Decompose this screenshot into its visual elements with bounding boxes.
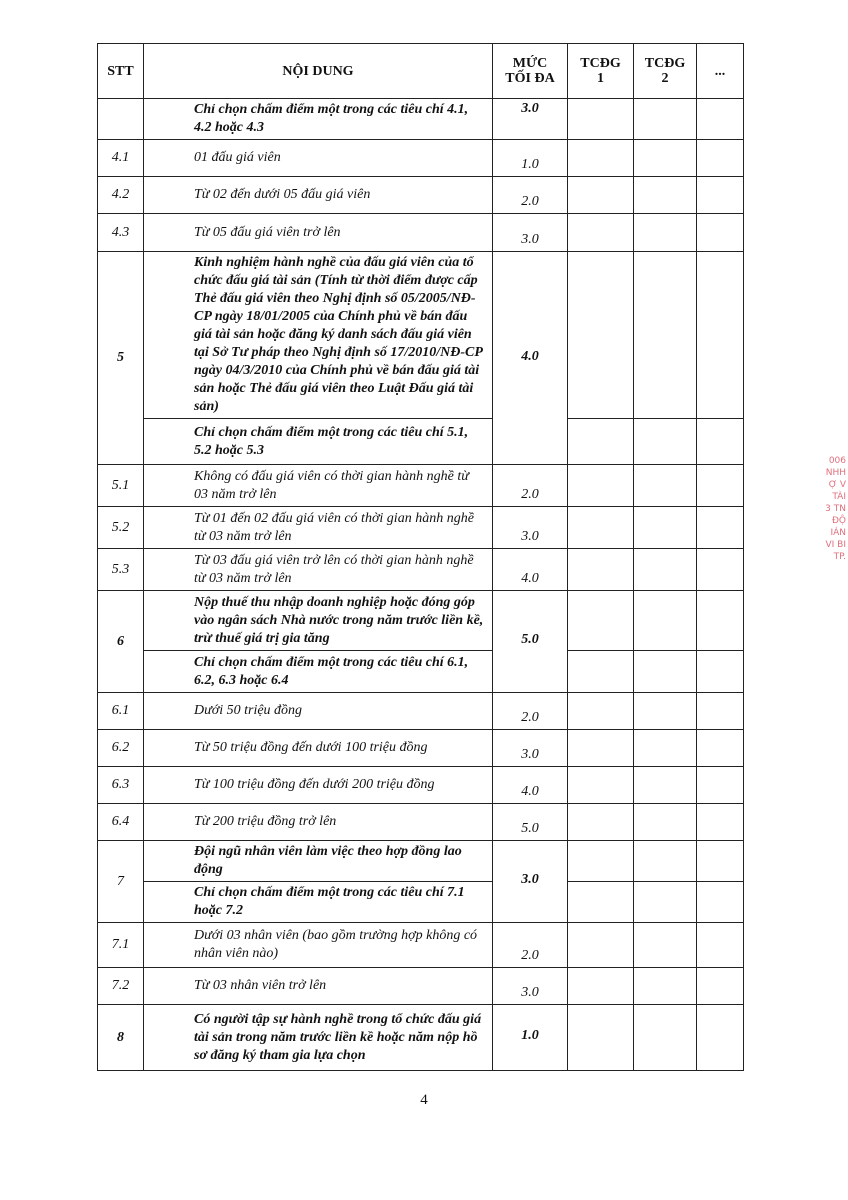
- row-stt: 5.2: [98, 507, 144, 549]
- score-cell-tcdg-2[interactable]: [634, 549, 697, 591]
- score-cell-tcdg-2[interactable]: [634, 177, 697, 214]
- row-max-score: 3.0: [493, 507, 568, 549]
- table-row: [98, 651, 744, 693]
- score-cell-tcdg-1[interactable]: [568, 99, 634, 140]
- score-cell-tcdg-2[interactable]: [634, 730, 697, 767]
- table-row: [98, 99, 744, 140]
- scoring-table: [97, 43, 744, 1071]
- row-max-score: 3.0: [493, 968, 568, 1005]
- table-row: [98, 1005, 744, 1071]
- score-cell-more[interactable]: [697, 804, 744, 841]
- stamp-fragment: Ợ V: [828, 480, 846, 490]
- stamp-fragment: 3 TN: [825, 504, 846, 514]
- row-content: Từ 200 triệu đồng trở lên: [144, 804, 493, 841]
- row-content: Từ 05 đấu giá viên trở lên: [144, 214, 493, 252]
- row-content: Có người tập sự hành nghề trong tổ chức đấu giá tài sản trong năm trước liền kề hoặc năm nộp hồ sơ đăng ký tham gia lựa chọn: [144, 1005, 493, 1071]
- score-cell-more[interactable]: [697, 651, 744, 693]
- score-cell-more[interactable]: [697, 140, 744, 177]
- row-stt: 5.3: [98, 549, 144, 591]
- row-stt: 6.3: [98, 767, 144, 804]
- stamp-fragment: TP.: [833, 552, 846, 562]
- score-cell-tcdg-2[interactable]: [634, 99, 697, 140]
- row-stt: [98, 99, 144, 140]
- row-max-score: 4.0: [493, 549, 568, 591]
- score-cell-tcdg-2[interactable]: [634, 693, 697, 730]
- row-content: Dưới 50 triệu đồng: [144, 693, 493, 730]
- row-max-score: 2.0: [493, 177, 568, 214]
- score-cell-tcdg-2[interactable]: [634, 804, 697, 841]
- score-cell-tcdg-2[interactable]: [634, 882, 697, 923]
- row-content: Từ 100 triệu đồng đến dưới 200 triệu đồng: [144, 767, 493, 804]
- row-stt: 5: [98, 252, 144, 465]
- row-stt: 7: [98, 841, 144, 923]
- score-cell-tcdg-1[interactable]: [568, 214, 634, 252]
- stamp-fragment: NHH: [825, 468, 846, 478]
- score-cell-more[interactable]: [697, 882, 744, 923]
- score-cell-tcdg-1[interactable]: [568, 465, 634, 507]
- score-cell-tcdg-2[interactable]: [634, 419, 697, 465]
- row-content: Từ 03 nhân viên trở lên: [144, 968, 493, 1005]
- stamp-fragment: TÀI: [832, 492, 846, 502]
- red-stamp-edge: [818, 455, 846, 610]
- score-cell-more[interactable]: [697, 507, 744, 549]
- table-row: [98, 140, 744, 177]
- score-cell-tcdg-2[interactable]: [634, 465, 697, 507]
- score-cell-more[interactable]: [697, 767, 744, 804]
- row-stt: 4.1: [98, 140, 144, 177]
- score-cell-tcdg-1[interactable]: [568, 804, 634, 841]
- score-cell-tcdg-1[interactable]: [568, 841, 634, 882]
- row-content: Từ 50 triệu đồng đến dưới 100 triệu đồng: [144, 730, 493, 767]
- row-max-score: 2.0: [493, 465, 568, 507]
- row-max-score: 5.0: [493, 591, 568, 693]
- table-row: [98, 804, 744, 841]
- score-cell-more[interactable]: [697, 549, 744, 591]
- table-row: [98, 693, 744, 730]
- row-content: Đội ngũ nhân viên làm việc theo hợp đồng lao động: [144, 841, 493, 882]
- row-content: Chỉ chọn chấm điểm một trong các tiêu chí 4.1, 4.2 hoặc 4.3: [144, 99, 493, 140]
- score-cell-tcdg-1[interactable]: [568, 177, 634, 214]
- score-cell-tcdg-1[interactable]: [568, 140, 634, 177]
- row-content: Từ 01 đến 02 đấu giá viên có thời gian hành nghề từ 03 năm trở lên: [144, 507, 493, 549]
- score-cell-tcdg-2[interactable]: [634, 507, 697, 549]
- score-cell-tcdg-1[interactable]: [568, 767, 634, 804]
- score-cell-tcdg-1[interactable]: [568, 968, 634, 1005]
- header-stt: STT: [98, 44, 144, 99]
- table-row: [98, 252, 744, 419]
- table-row: [98, 767, 744, 804]
- row-max-score: 4.0: [493, 252, 568, 465]
- table-row: [98, 968, 744, 1005]
- score-cell-tcdg-2[interactable]: [634, 767, 697, 804]
- score-cell-tcdg-1[interactable]: [568, 591, 634, 651]
- score-cell-tcdg-2[interactable]: [634, 841, 697, 882]
- header-content: NỘI DUNG: [144, 44, 493, 99]
- row-content: Nộp thuế thu nhập doanh nghiệp hoặc đóng góp vào ngân sách Nhà nước trong năm trước liền kề, trừ thuế giá trị gia tăng: [144, 591, 493, 651]
- score-cell-more[interactable]: [697, 841, 744, 882]
- table-row: [98, 419, 744, 465]
- table-row: [98, 923, 744, 968]
- score-cell-tcdg-2[interactable]: [634, 1005, 697, 1071]
- table-row: [98, 507, 744, 549]
- row-max-score: 1.0: [493, 1005, 568, 1071]
- row-content: Không có đấu giá viên có thời gian hành nghề từ 03 năm trở lên: [144, 465, 493, 507]
- table-row: [98, 214, 744, 252]
- row-stt: 6.4: [98, 804, 144, 841]
- row-max-score: 4.0: [493, 767, 568, 804]
- table-row: [98, 177, 744, 214]
- row-stt: 8: [98, 1005, 144, 1071]
- row-max-score: 2.0: [493, 923, 568, 968]
- score-cell-tcdg-2[interactable]: [634, 252, 697, 419]
- score-cell-more[interactable]: [697, 591, 744, 651]
- score-cell-tcdg-2[interactable]: [634, 140, 697, 177]
- score-cell-more[interactable]: [697, 214, 744, 252]
- table-row: [98, 549, 744, 591]
- row-max-score: 3.0: [493, 730, 568, 767]
- row-max-score: 2.0: [493, 693, 568, 730]
- score-cell-more[interactable]: [697, 1005, 744, 1071]
- row-stt: 7.2: [98, 968, 144, 1005]
- score-cell-more[interactable]: [697, 99, 744, 140]
- score-cell-tcdg-1[interactable]: [568, 419, 634, 465]
- score-cell-more[interactable]: [697, 252, 744, 419]
- stamp-fragment: ĐỘ: [831, 516, 846, 526]
- row-stt: 6.1: [98, 693, 144, 730]
- score-cell-tcdg-1[interactable]: [568, 1005, 634, 1071]
- table-row: [98, 465, 744, 507]
- score-cell-tcdg-1[interactable]: [568, 507, 634, 549]
- header-more: ...: [697, 44, 744, 99]
- page-number: 4: [420, 1092, 428, 1108]
- row-content: Chỉ chọn chấm điểm một trong các tiêu chí 5.1, 5.2 hoặc 5.3: [144, 419, 493, 465]
- score-cell-tcdg-1[interactable]: [568, 923, 634, 968]
- score-cell-tcdg-2[interactable]: [634, 968, 697, 1005]
- row-stt: 6.2: [98, 730, 144, 767]
- table-row: [98, 841, 744, 882]
- row-max-score: 3.0: [493, 841, 568, 923]
- row-content: Kinh nghiệm hành nghề của đấu giá viên của tổ chức đấu giá tài sản (Tính từ thời điểm được cấp Thẻ đấu giá viên theo Nghị định số 05/2005/NĐ-CP ngày 18/01/2005 của Chính phủ về bán đấu giá tài sản hoặc đăng ký danh sách đấu giá viên tại Sở Tư pháp theo Nghị định số 17/2010/NĐ-CP ngày 04/3/2010 của Chính phủ về bán đấu giá tài sản hoặc Thẻ đấu giá viên theo Luật Đấu giá tài sản): [144, 252, 493, 419]
- row-stt: 5.1: [98, 465, 144, 507]
- score-cell-tcdg-2[interactable]: [634, 214, 697, 252]
- row-stt: 7.1: [98, 923, 144, 968]
- table-row: [98, 591, 744, 651]
- score-cell-more[interactable]: [697, 177, 744, 214]
- score-cell-more[interactable]: [697, 419, 744, 465]
- header-tcdg-2: TCĐG 2: [634, 44, 697, 99]
- row-content: Từ 03 đấu giá viên trở lên có thời gian hành nghề từ 03 năm trở lên: [144, 549, 493, 591]
- score-cell-more[interactable]: [697, 923, 744, 968]
- row-stt: 6: [98, 591, 144, 693]
- stamp-fragment: VI BI: [825, 540, 846, 550]
- stamp-fragment: IÁN: [830, 528, 846, 538]
- score-cell-tcdg-1[interactable]: [568, 549, 634, 591]
- score-cell-more[interactable]: [697, 465, 744, 507]
- row-content: 01 đấu giá viên: [144, 140, 493, 177]
- row-content: Chỉ chọn chấm điểm một trong các tiêu chí 6.1, 6.2, 6.3 hoặc 6.4: [144, 651, 493, 693]
- table-header-row: [98, 44, 744, 99]
- score-cell-tcdg-1[interactable]: [568, 730, 634, 767]
- table-row: [98, 882, 744, 923]
- row-content: Chỉ chọn chấm điểm một trong các tiêu chí 7.1 hoặc 7.2: [144, 882, 493, 923]
- score-cell-more[interactable]: [697, 730, 744, 767]
- score-cell-tcdg-1[interactable]: [568, 693, 634, 730]
- table-row: [98, 730, 744, 767]
- score-cell-tcdg-1[interactable]: [568, 252, 634, 419]
- row-content: Từ 02 đến dưới 05 đấu giá viên: [144, 177, 493, 214]
- score-cell-more[interactable]: [697, 693, 744, 730]
- score-cell-tcdg-2[interactable]: [634, 591, 697, 651]
- row-max-score: 5.0: [493, 804, 568, 841]
- row-stt: 4.2: [98, 177, 144, 214]
- row-max-score: 3.0: [493, 99, 568, 140]
- row-content: Dưới 03 nhân viên (bao gồm trường hợp không có nhân viên nào): [144, 923, 493, 968]
- row-max-score: 3.0: [493, 214, 568, 252]
- score-cell-more[interactable]: [697, 968, 744, 1005]
- score-cell-tcdg-1[interactable]: [568, 651, 634, 693]
- score-cell-tcdg-1[interactable]: [568, 882, 634, 923]
- row-max-score: 1.0: [493, 140, 568, 177]
- header-tcdg-1: TCĐG 1: [568, 44, 634, 99]
- row-stt: 4.3: [98, 214, 144, 252]
- score-cell-tcdg-2[interactable]: [634, 923, 697, 968]
- stamp-fragment: 006: [828, 456, 846, 466]
- score-cell-tcdg-2[interactable]: [634, 651, 697, 693]
- header-max-score: MỨC TỐI ĐA: [493, 44, 568, 99]
